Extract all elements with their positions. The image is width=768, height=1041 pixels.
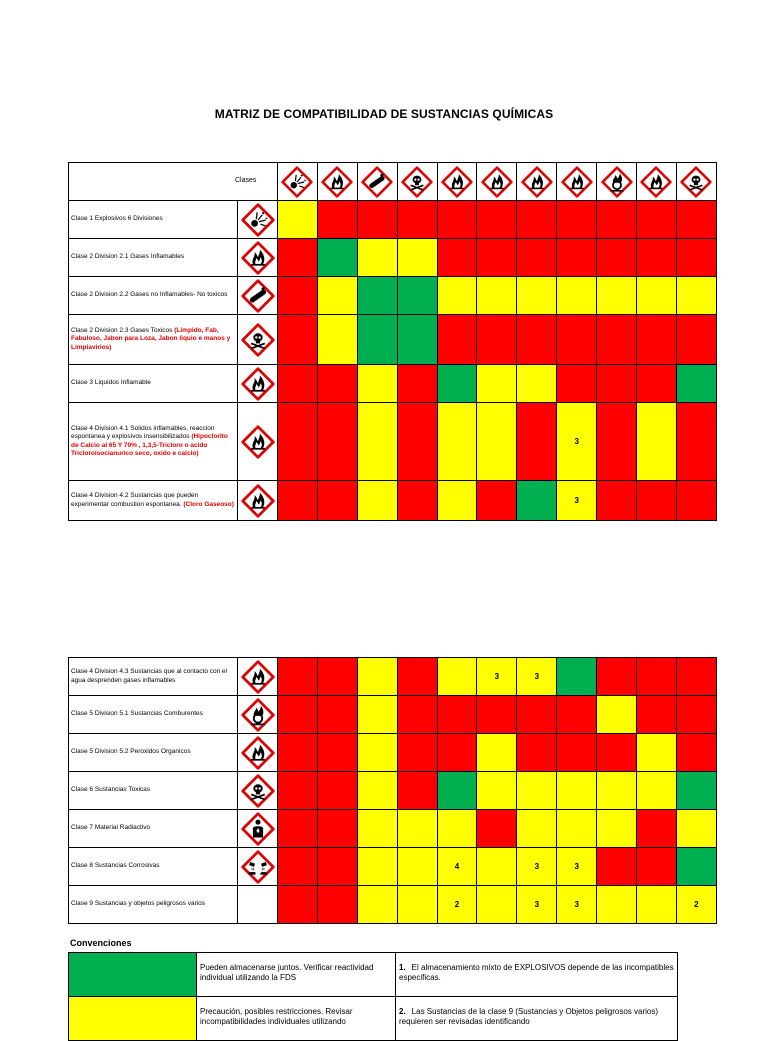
compat-cell	[676, 772, 716, 810]
flame-icon	[637, 166, 676, 198]
row-label	[69, 481, 238, 521]
header-row	[69, 163, 717, 201]
restriction-number: 3	[534, 862, 540, 871]
row-label-text: Clase 4 Division 4.1 Solidos inflamables, reaccion espontanea y explosivos insensibilizados	[71, 425, 215, 441]
compat-cell	[437, 848, 477, 886]
compat-cell	[317, 239, 357, 277]
row-label-text: Clase 5 Division 5.1 Sustancias Comburentes	[71, 710, 203, 718]
header-pictogram-cell	[676, 163, 716, 201]
convention-row	[69, 953, 678, 997]
compat-cell	[317, 772, 357, 810]
matrix-row	[69, 772, 717, 810]
compat-cell	[278, 365, 318, 403]
compat-cell	[517, 734, 557, 772]
header-label-cell	[69, 163, 278, 201]
compat-cell	[317, 734, 357, 772]
note-number: 1.	[399, 963, 406, 972]
compat-cell	[477, 734, 517, 772]
compat-cell	[597, 277, 637, 315]
row-label	[69, 365, 238, 403]
row-label	[69, 201, 238, 239]
compat-cell	[557, 481, 597, 521]
compat-cell	[357, 315, 397, 365]
convention-note	[396, 953, 678, 997]
compat-cell	[477, 810, 517, 848]
compat-cell	[317, 365, 357, 403]
compat-cell	[357, 886, 397, 924]
header-pictogram-cell	[278, 163, 318, 201]
compat-cell	[517, 403, 557, 481]
compat-cell	[597, 201, 637, 239]
header-pictogram-cell	[597, 163, 637, 201]
compat-cell	[437, 658, 477, 696]
row-icon-cell	[238, 886, 278, 924]
matrix-row	[69, 239, 717, 277]
compat-cell	[477, 201, 517, 239]
compatibility-matrix-bottom	[68, 657, 717, 924]
flame-icon	[557, 166, 596, 198]
compat-cell	[357, 403, 397, 481]
compat-cell	[676, 239, 716, 277]
restriction-number: 3	[534, 672, 540, 681]
matrix-row	[69, 365, 717, 403]
compat-cell	[278, 403, 318, 481]
row-label-text: Clase 4 Division 4.2 Sustancias que pueden experimentar combustion espontanea.	[71, 492, 199, 508]
skull-crossbones-icon	[238, 323, 277, 357]
compat-cell	[477, 239, 517, 277]
explosive-icon	[278, 166, 317, 198]
compat-cell	[397, 365, 437, 403]
compat-cell	[477, 315, 517, 365]
compat-cell	[397, 848, 437, 886]
compat-cell	[357, 365, 397, 403]
compat-cell	[397, 658, 437, 696]
convention-row	[69, 997, 678, 1041]
compat-cell	[437, 734, 477, 772]
compat-cell	[397, 810, 437, 848]
compat-cell	[437, 365, 477, 403]
restriction-number: 2	[454, 900, 460, 909]
flame-over-circle-icon	[597, 166, 636, 198]
compat-cell	[597, 734, 637, 772]
health-hazard-icon	[238, 812, 277, 846]
row-label-text: Clase 5 Division 5.2 Peroxidos Organicos	[71, 748, 191, 756]
compat-cell	[437, 403, 477, 481]
compat-cell	[637, 481, 677, 521]
compat-cell	[397, 315, 437, 365]
conventions-legend	[68, 952, 678, 1041]
skull-crossbones-icon	[238, 774, 277, 808]
restriction-number: 3	[534, 900, 540, 909]
compat-cell	[557, 315, 597, 365]
compat-cell	[357, 696, 397, 734]
compat-cell	[477, 658, 517, 696]
convention-note	[396, 997, 678, 1041]
matrix-row	[69, 848, 717, 886]
compat-cell	[317, 886, 357, 924]
compat-cell	[597, 772, 637, 810]
compat-cell	[517, 772, 557, 810]
compat-cell	[357, 481, 397, 521]
compat-cell	[397, 201, 437, 239]
compat-cell	[517, 201, 557, 239]
matrix-row	[69, 658, 717, 696]
compat-cell	[637, 696, 677, 734]
gas-cylinder-icon	[238, 279, 277, 313]
compat-cell	[437, 772, 477, 810]
compat-cell	[477, 365, 517, 403]
flame-icon	[238, 484, 277, 518]
flame-icon	[318, 166, 357, 198]
row-label	[69, 658, 238, 696]
compat-cell	[437, 481, 477, 521]
matrix-row	[69, 810, 717, 848]
row-icon-cell	[238, 772, 278, 810]
compat-cell	[357, 734, 397, 772]
convention-description: Precaución, posibles restricciones. Revisar incompatibilidades individuales utilizando	[197, 997, 396, 1041]
compat-cell	[397, 277, 437, 315]
row-label-examples: (Limpido, Fab, Fabuloso, Jabon para Loza, Jabon liquio e manos y Limpiavirios)	[71, 327, 231, 351]
compat-cell	[557, 810, 597, 848]
compat-cell	[637, 734, 677, 772]
compat-cell	[357, 277, 397, 315]
compat-cell	[557, 239, 597, 277]
compat-cell	[477, 772, 517, 810]
matrix-row	[69, 277, 717, 315]
compat-cell	[357, 772, 397, 810]
compat-cell	[597, 365, 637, 403]
conventions-title: Convenciones	[70, 938, 132, 948]
matrix-row	[69, 315, 717, 365]
compat-cell	[317, 403, 357, 481]
compat-cell	[597, 239, 637, 277]
row-icon-cell	[238, 734, 278, 772]
compat-cell	[676, 658, 716, 696]
compat-cell	[437, 201, 477, 239]
compat-cell	[557, 365, 597, 403]
compat-cell	[477, 403, 517, 481]
compat-cell	[317, 848, 357, 886]
compat-cell	[637, 810, 677, 848]
matrix-row	[69, 696, 717, 734]
row-label	[69, 403, 238, 481]
compat-cell	[517, 277, 557, 315]
compat-cell	[477, 886, 517, 924]
header-pictogram-cell	[397, 163, 437, 201]
row-label-text: Clase 2 Division 2.2 Gases no Inflamables- No toxicos	[71, 291, 228, 299]
row-icon-cell	[238, 201, 278, 239]
compat-cell	[278, 658, 318, 696]
compat-cell	[597, 658, 637, 696]
row-label-text: Clase 2 Division 2.3 Gases Toxicos	[71, 327, 175, 335]
row-label	[69, 734, 238, 772]
gas-cylinder-icon	[358, 166, 397, 198]
compat-cell	[597, 810, 637, 848]
skull-crossbones-icon	[677, 166, 716, 198]
compat-cell	[278, 239, 318, 277]
restriction-number: 3	[574, 900, 579, 909]
compat-cell	[676, 403, 716, 481]
compat-cell	[597, 481, 637, 521]
matrix-row	[69, 886, 717, 924]
compat-cell	[397, 239, 437, 277]
compat-cell	[477, 848, 517, 886]
compat-cell	[676, 315, 716, 365]
row-label	[69, 315, 238, 365]
convention-swatch	[69, 997, 197, 1041]
compat-cell	[397, 886, 437, 924]
compat-cell	[278, 848, 318, 886]
compat-cell	[278, 810, 318, 848]
compat-cell	[397, 734, 437, 772]
compat-cell	[597, 403, 637, 481]
compat-cell	[278, 734, 318, 772]
compat-cell	[517, 481, 557, 521]
compat-cell	[278, 277, 318, 315]
row-label-text: Clase 7 Material Radiactivo	[71, 824, 151, 832]
row-icon-cell	[238, 277, 278, 315]
compat-cell	[676, 696, 716, 734]
compat-cell	[278, 481, 318, 521]
row-icon-cell	[238, 239, 278, 277]
compat-cell	[397, 403, 437, 481]
corrosive-icon	[238, 850, 277, 884]
compat-cell	[317, 277, 357, 315]
restriction-number: 3	[494, 672, 500, 681]
row-label-examples: (Cloro Gaseoso)	[183, 500, 234, 508]
compat-cell	[397, 696, 437, 734]
compat-cell	[676, 810, 716, 848]
flame-icon	[238, 660, 277, 694]
compat-cell	[637, 886, 677, 924]
compat-cell	[676, 277, 716, 315]
compat-cell	[637, 315, 677, 365]
row-label-text: Clase 9 Sustancias y objetos peligrosos varios	[71, 900, 206, 908]
row-icon-cell	[238, 315, 278, 365]
row-icon-cell	[238, 481, 278, 521]
compat-cell	[437, 277, 477, 315]
header-pictogram-cell	[477, 163, 517, 201]
compat-cell	[357, 239, 397, 277]
note-text: El almacenamiento mixto de EXPLOSIVOS depende de las incompatibles especificas.	[399, 963, 674, 982]
compatibility-matrix-top	[68, 162, 717, 521]
compat-cell	[676, 848, 716, 886]
row-icon-cell	[238, 696, 278, 734]
header-pictogram-cell	[317, 163, 357, 201]
compat-cell	[597, 848, 637, 886]
compat-cell	[557, 734, 597, 772]
compat-cell	[517, 848, 557, 886]
compat-cell	[637, 403, 677, 481]
row-icon-cell	[238, 848, 278, 886]
row-icon-cell	[238, 658, 278, 696]
restriction-number: 3	[574, 496, 579, 505]
row-label-text: Clase 6 Sustancias Toxicas	[71, 786, 151, 794]
restriction-number: 4	[454, 862, 460, 871]
row-label-text: Clase 2 Division 2.1 Gases Inflamables	[71, 253, 185, 261]
compat-cell	[517, 886, 557, 924]
compat-cell	[317, 201, 357, 239]
flame-icon	[238, 425, 277, 459]
row-label-text: Clase 8 Sustancias Corrosivas	[71, 862, 160, 870]
compat-cell	[397, 772, 437, 810]
matrix-row	[69, 201, 717, 239]
compat-cell	[557, 772, 597, 810]
compat-cell	[557, 403, 597, 481]
header-pictogram-cell	[437, 163, 477, 201]
header-pictogram-cell	[357, 163, 397, 201]
compat-cell	[278, 886, 318, 924]
compat-cell	[517, 365, 557, 403]
header-pictogram-cell	[637, 163, 677, 201]
compat-cell	[437, 315, 477, 365]
flame-over-circle-icon	[238, 698, 277, 732]
row-label-text: Clase 4 Division 4.3 Sustancias que al contacto con el agua desprenden gases inflamables	[71, 668, 228, 684]
row-label-text: Clase 1 Explosivos 6 Divisiones	[71, 215, 163, 223]
header-pictogram-cell	[557, 163, 597, 201]
compat-cell	[676, 365, 716, 403]
compat-cell	[557, 848, 597, 886]
compat-cell	[477, 696, 517, 734]
compat-cell	[517, 810, 557, 848]
matrix-row	[69, 403, 717, 481]
restriction-number: 3	[574, 862, 579, 871]
skull-crossbones-icon	[398, 166, 437, 198]
compat-cell	[637, 772, 677, 810]
note-number: 2.	[399, 1007, 406, 1016]
row-label	[69, 886, 238, 924]
compat-cell	[477, 277, 517, 315]
flame-icon	[517, 166, 556, 198]
compat-cell	[676, 201, 716, 239]
row-label-text: Clase 3 Liquidos Inflamable	[71, 379, 151, 387]
compat-cell	[317, 696, 357, 734]
flame-icon	[238, 736, 277, 770]
compat-cell	[597, 696, 637, 734]
compat-cell	[437, 810, 477, 848]
compat-cell	[557, 277, 597, 315]
compat-cell	[317, 481, 357, 521]
note-text: Las Sustancias de la clase 9 (Sustancias y Objetos peligrosos varios) requieren ser revisadas identificando	[399, 1007, 659, 1026]
compat-cell	[676, 734, 716, 772]
compat-cell	[517, 696, 557, 734]
compat-cell	[517, 658, 557, 696]
compat-cell	[637, 201, 677, 239]
compat-cell	[278, 696, 318, 734]
compat-cell	[676, 886, 716, 924]
compat-cell	[317, 810, 357, 848]
compat-cell	[557, 658, 597, 696]
row-icon-cell	[238, 365, 278, 403]
compat-cell	[357, 810, 397, 848]
compat-cell	[278, 201, 318, 239]
compat-cell	[397, 481, 437, 521]
compat-cell	[278, 772, 318, 810]
compat-cell	[557, 696, 597, 734]
row-label-examples: (Hipoclorito de Calcio al 65 Y 70% , 1,3,5-Tricloro o acido Tricloroisocianurico seco, oxido e calcio)	[71, 433, 228, 457]
matrix-row	[69, 481, 717, 521]
compat-cell	[437, 886, 477, 924]
compat-cell	[357, 848, 397, 886]
row-icon-cell	[238, 403, 278, 481]
compat-cell	[637, 658, 677, 696]
flame-icon	[238, 367, 277, 401]
compat-cell	[357, 658, 397, 696]
page-title: MATRIZ DE COMPATIBILIDAD DE SUSTANCIAS QUÍMICAS	[214, 107, 554, 121]
flame-icon	[238, 241, 277, 275]
row-label	[69, 772, 238, 810]
row-label	[69, 848, 238, 886]
matrix-row	[69, 734, 717, 772]
header-pictogram-cell	[517, 163, 557, 201]
explosive-icon	[238, 203, 277, 237]
compat-cell	[437, 239, 477, 277]
row-label	[69, 696, 238, 734]
compat-cell	[317, 315, 357, 365]
flame-icon	[438, 166, 477, 198]
compat-cell	[517, 239, 557, 277]
compat-cell	[278, 315, 318, 365]
compat-cell	[437, 696, 477, 734]
compat-cell	[637, 365, 677, 403]
compat-cell	[637, 239, 677, 277]
flame-icon	[477, 166, 516, 198]
compat-cell	[557, 201, 597, 239]
compat-cell	[517, 315, 557, 365]
row-label	[69, 239, 238, 277]
compat-cell	[477, 481, 517, 521]
compat-cell	[637, 277, 677, 315]
convention-swatch	[69, 953, 197, 997]
restriction-number: 2	[694, 900, 699, 909]
row-icon-cell	[238, 810, 278, 848]
compat-cell	[637, 848, 677, 886]
convention-description: Pueden almacenarse juntos. Verificar reactividad individual utilizando la FDS	[197, 953, 396, 997]
restriction-number: 3	[574, 437, 579, 446]
compat-cell	[557, 886, 597, 924]
header-label: Clases	[235, 177, 257, 185]
compat-cell	[357, 201, 397, 239]
compat-cell	[676, 481, 716, 521]
compat-cell	[597, 315, 637, 365]
row-label	[69, 810, 238, 848]
compat-cell	[317, 658, 357, 696]
compat-cell	[597, 886, 637, 924]
row-label	[69, 277, 238, 315]
